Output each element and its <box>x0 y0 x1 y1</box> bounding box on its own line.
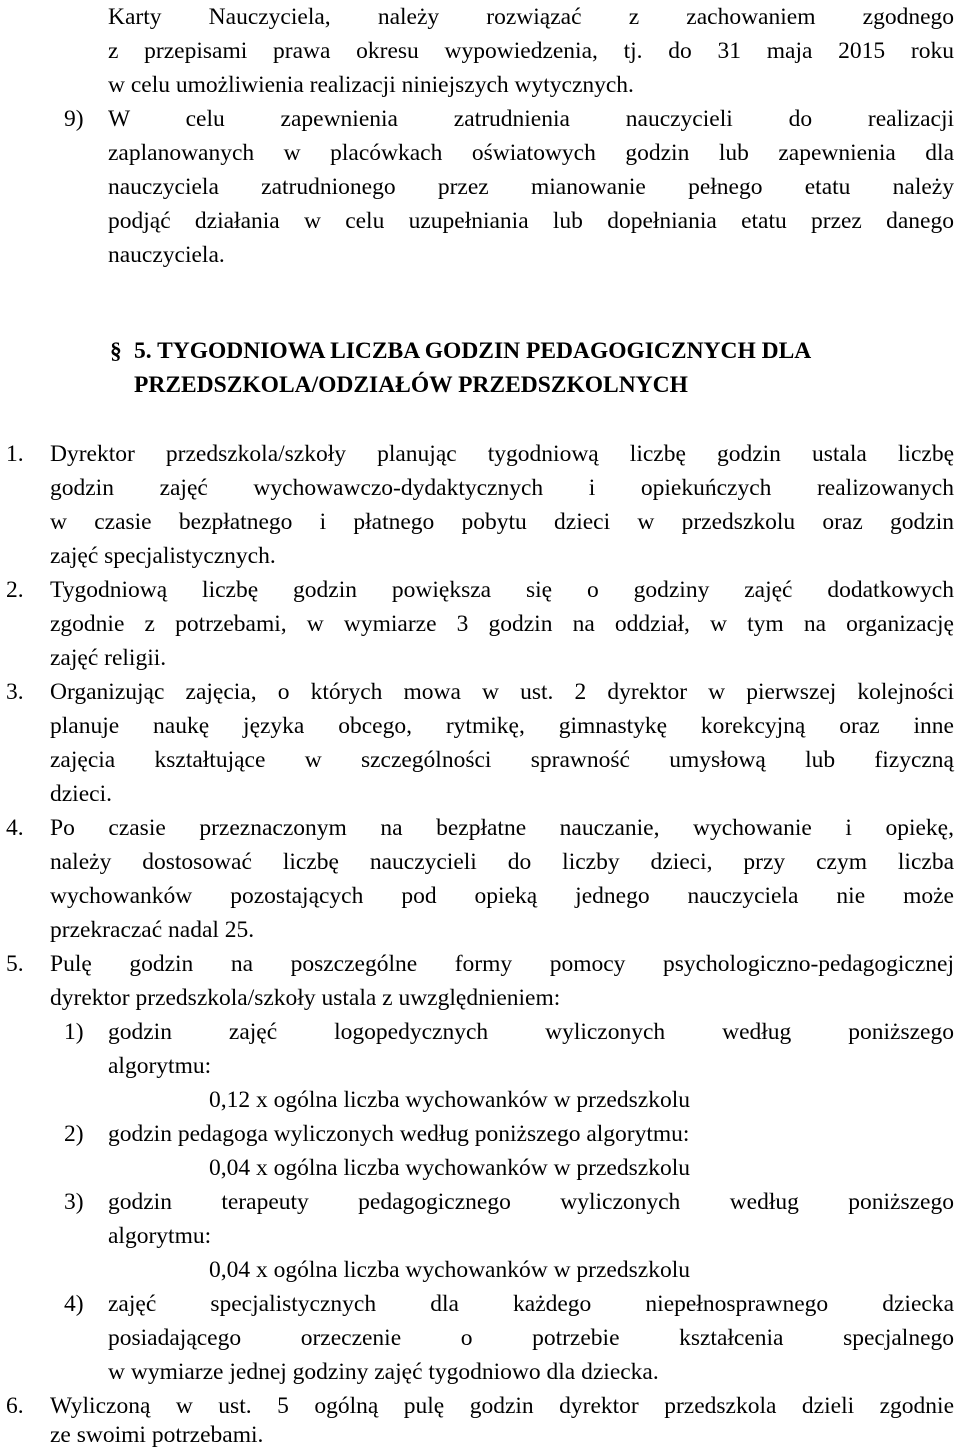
item-9-line-2: zaplanowanych w placówkach oświatowych godzin lub zapewnienia dla <box>108 140 954 166</box>
p5-sub-1-line-1: godzin zajęć logopedycznych wyliczonych według poniższego <box>108 1019 954 1045</box>
p3-line-1: Organizując zajęcia, o których mowa w ust. 2 dyrektor w pierwszej kolejności <box>50 679 954 705</box>
p5-sub-4-number: 4) <box>64 1291 84 1317</box>
p3-line-4: dzieci. <box>50 781 112 807</box>
p2-line-3: zajęć religii. <box>50 645 167 671</box>
p1-number: 1. <box>6 441 24 467</box>
p3-line-3: zajęcia kształtujące w szczególności sprawność umysłową lub fizyczną <box>50 747 954 773</box>
item-9-line-4: podjąć działania w celu uzupełniania lub dopełniania etatu przez danego <box>108 208 954 234</box>
p5-sub-1-number: 1) <box>64 1019 84 1045</box>
p5-sub-3-line-2: algorytmu: <box>108 1223 212 1249</box>
intro-line-1: Karty Nauczyciela, należy rozwiązać z zachowaniem zgodnego <box>108 4 954 30</box>
p6-line-1: Wyliczoną w ust. 5 ogólną pulę godzin dyrektor przedszkola dzieli zgodnie <box>50 1393 954 1419</box>
p5-sub-1-line-2: algorytmu: <box>108 1053 212 1079</box>
p4-line-3: wychowanków pozostających pod opieką jednego nauczyciela nie może <box>50 883 954 909</box>
p5-sub-2-line-1: godzin pedagoga wyliczonych według poniższego algorytmu: <box>108 1121 690 1147</box>
p1-line-3: w czasie bezpłatnego i płatnego pobytu dzieci w przedszkolu oraz godzin <box>50 509 954 535</box>
section-5-title-line-1: 5. TYGODNIOWA LICZBA GODZIN PEDAGOGICZNYCH DLA <box>134 338 812 364</box>
p5-sub-2-number: 2) <box>64 1121 84 1147</box>
p5-sub-1-formula: 0,12 x ogólna liczba wychowanków w przedszkolu <box>209 1087 690 1113</box>
p4-number: 4. <box>6 815 24 841</box>
p4-line-4: przekraczać nadal 25. <box>50 917 255 943</box>
intro-line-3: w celu umożliwienia realizacji niniejszych wytycznych. <box>108 72 634 98</box>
intro-line-2: z przepisami prawa okresu wypowiedzenia, tj. do 31 maja 2015 roku <box>108 38 954 64</box>
item-9-line-5: nauczyciela. <box>108 242 225 268</box>
p6-line-2: ze swoimi potrzebami. <box>50 1422 264 1448</box>
p4-line-1: Po czasie przeznaczonym na bezpłatne nauczanie, wychowanie i opiekę, <box>50 815 954 841</box>
p1-line-2: godzin zajęć wychowawczo-dydaktycznych i opiekuńczych realizowanych <box>50 475 954 501</box>
item-9-line-1: W celu zapewnienia zatrudnienia nauczycieli do realizacji <box>108 106 954 132</box>
p5-sub-3-formula: 0,04 x ogólna liczba wychowanków w przedszkolu <box>209 1257 690 1283</box>
section-sign: § <box>110 338 122 364</box>
p1-line-1: Dyrektor przedszkola/szkoły planując tygodniową liczbę godzin ustala liczbę <box>50 441 954 467</box>
p5-sub-4-line-3: w wymiarze jednej godziny zajęć tygodniowo dla dziecka. <box>108 1359 659 1385</box>
p5-sub-2-formula: 0,04 x ogólna liczba wychowanków w przedszkolu <box>209 1155 690 1181</box>
item-9-number: 9) <box>64 106 84 132</box>
p5-sub-3-line-1: godzin terapeuty pedagogicznego wyliczonych według poniższego <box>108 1189 954 1215</box>
p4-line-2: należy dostosować liczbę nauczycieli do liczby dzieci, przy czym liczba <box>50 849 954 875</box>
item-9-line-3: nauczyciela zatrudnionego przez mianowanie pełnego etatu należy <box>108 174 954 200</box>
p5-number: 5. <box>6 951 24 977</box>
p1-line-4: zajęć specjalistycznych. <box>50 543 276 569</box>
section-5-title-line-2: PRZEDSZKOLA/ODZIAŁÓW PRZEDSZKOLNYCH <box>134 372 688 398</box>
p2-number: 2. <box>6 577 24 603</box>
p5-line-1: Pulę godzin na poszczególne formy pomocy psychologiczno-pedagogicznej <box>50 951 954 977</box>
p5-sub-4-line-2: posiadającego orzeczenie o potrzebie kształcenia specjalnego <box>108 1325 954 1351</box>
p6-number: 6. <box>6 1393 24 1419</box>
p3-line-2: planuje naukę języka obcego, rytmikę, gimnastykę korekcyjną oraz inne <box>50 713 954 739</box>
p5-sub-4-line-1: zajęć specjalistycznych dla każdego niepełnosprawnego dziecka <box>108 1291 954 1317</box>
p5-sub-3-number: 3) <box>64 1189 84 1215</box>
p3-number: 3. <box>6 679 24 705</box>
p2-line-2: zgodnie z potrzebami, w wymiarze 3 godzin na oddział, w tym na organizację <box>50 611 954 637</box>
p2-line-1: Tygodniową liczbę godzin powiększa się o godziny zajęć dodatkowych <box>50 577 954 603</box>
p5-line-2: dyrektor przedszkola/szkoły ustala z uwzględnieniem: <box>50 985 561 1011</box>
